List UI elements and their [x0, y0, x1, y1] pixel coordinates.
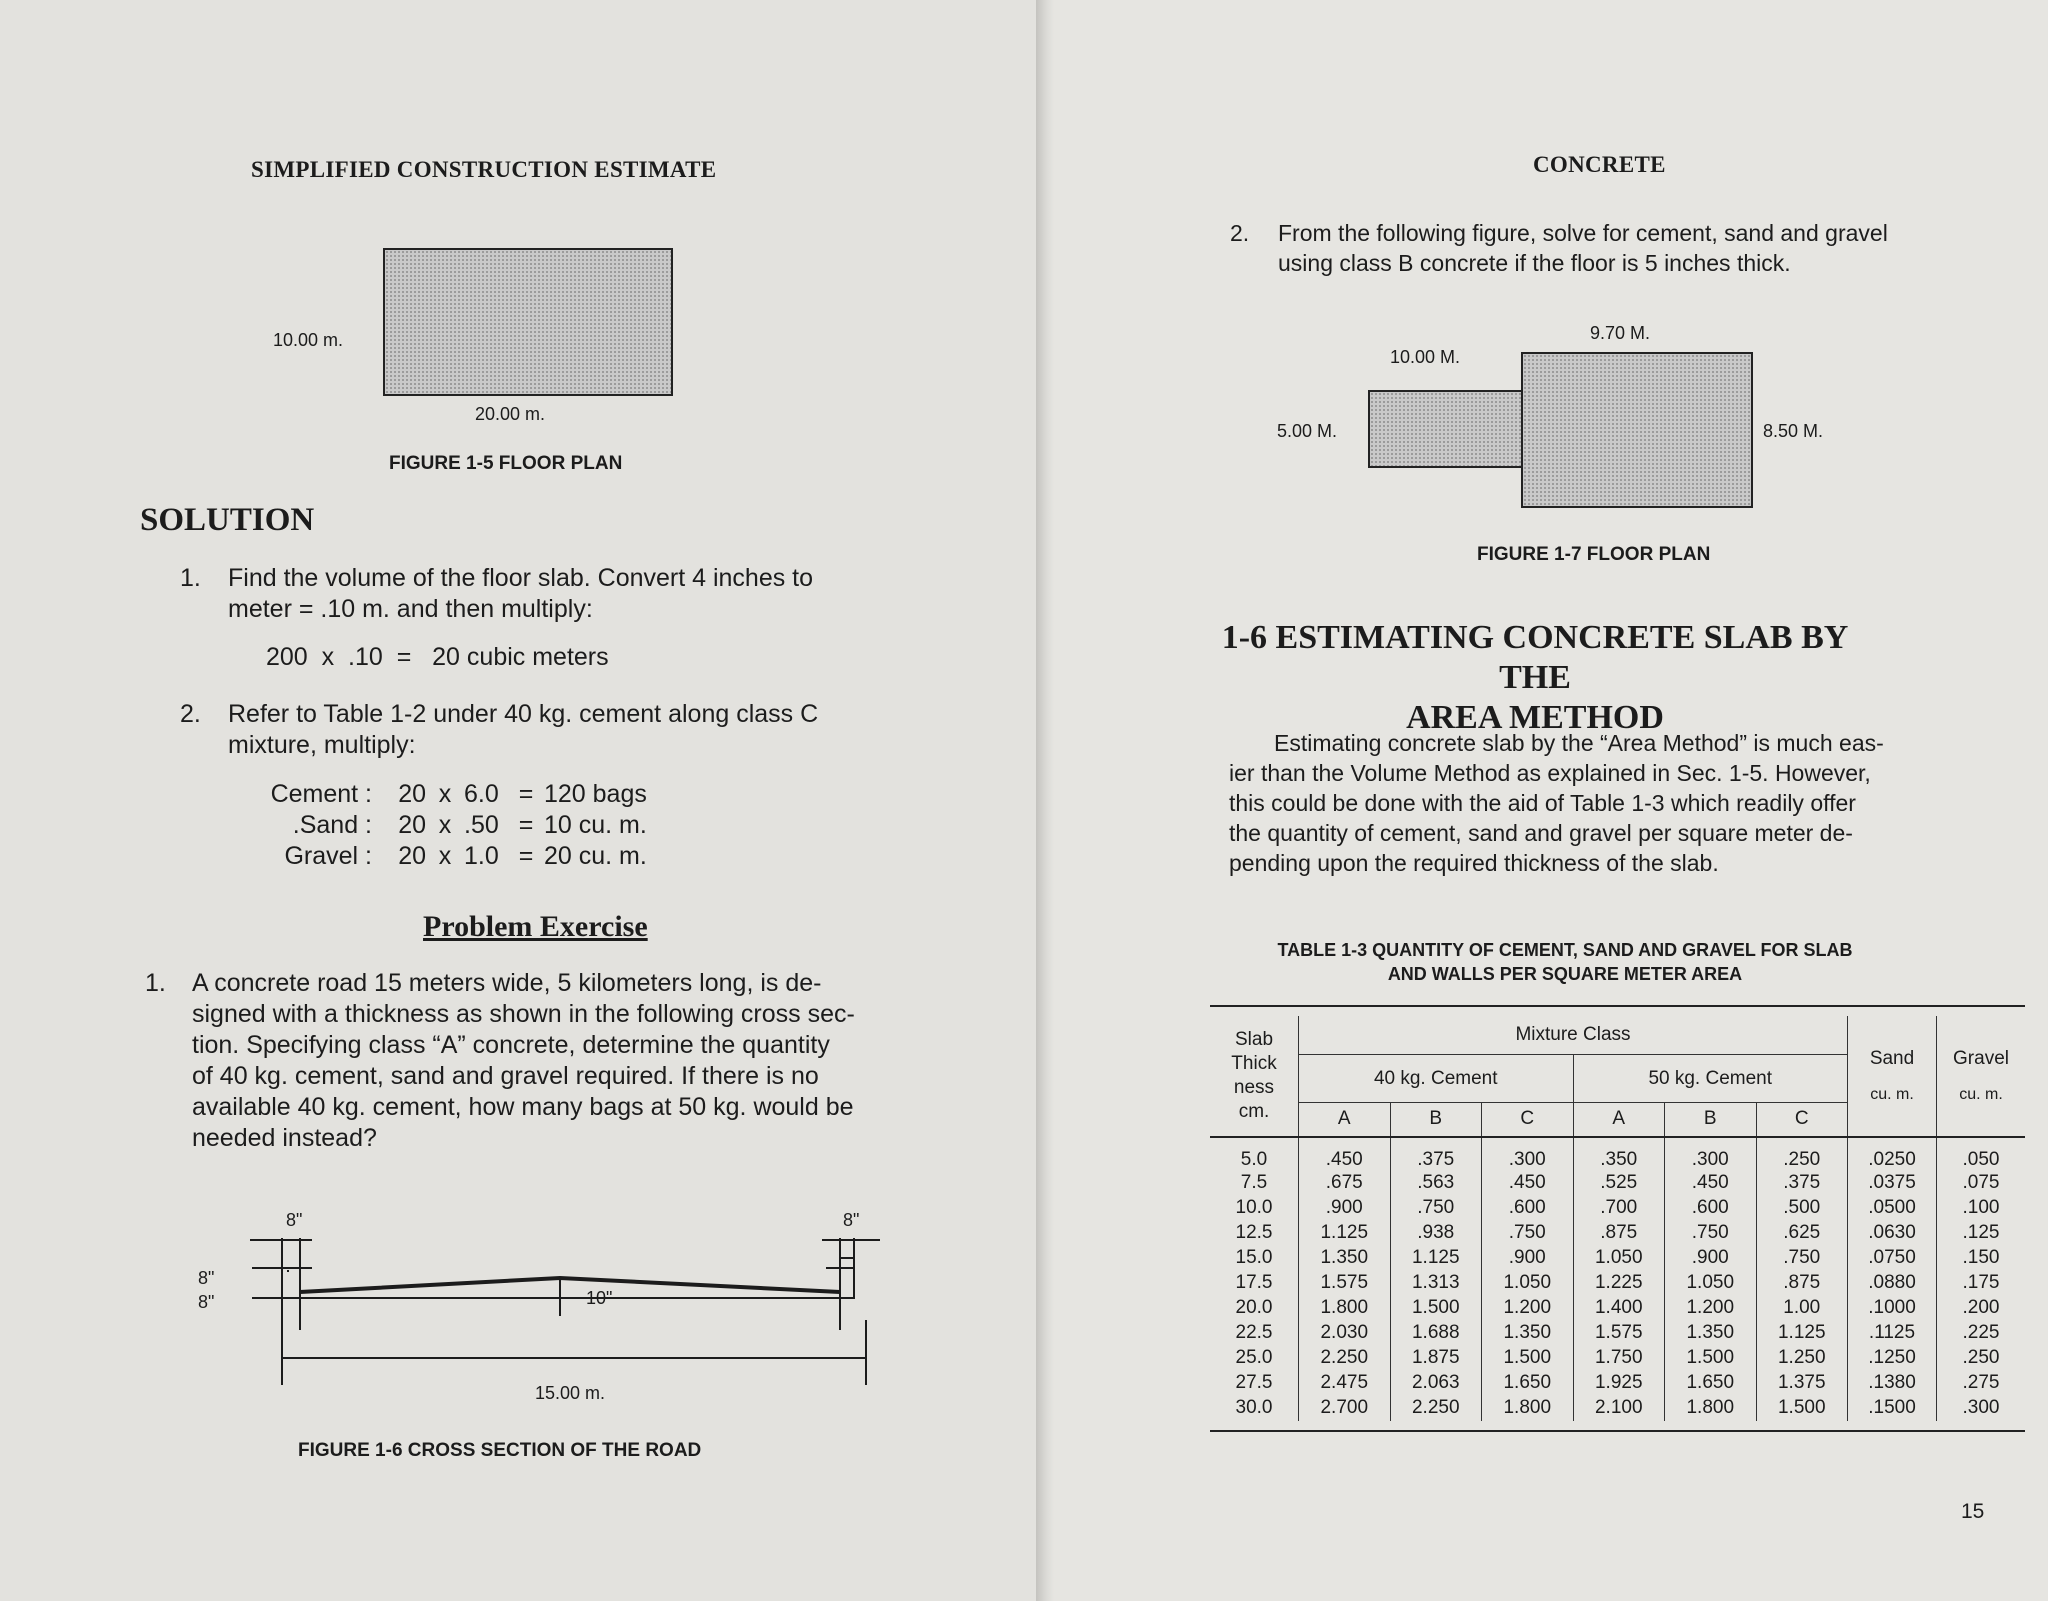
table-cell: 1.800 [1299, 1296, 1391, 1321]
table-cell: 1.925 [1573, 1371, 1665, 1396]
fig16-width-label: 15.00 m. [535, 1383, 606, 1403]
table-cell: .525 [1573, 1171, 1665, 1196]
table-cell: .750 [1756, 1246, 1848, 1271]
quantity-table [1210, 1005, 2025, 1432]
table-cell: 1.400 [1573, 1296, 1665, 1321]
group-50kg: 50 kg. Cement [1573, 1055, 1848, 1103]
table-cell: .500 [1756, 1196, 1848, 1221]
table-cell: 2.475 [1299, 1371, 1391, 1396]
table-cell: 2.063 [1390, 1371, 1482, 1396]
table-cell: 1.500 [1665, 1346, 1757, 1371]
table-cell: .900 [1482, 1246, 1574, 1271]
table-cell: 1.125 [1299, 1221, 1391, 1246]
table-cell: 1.200 [1482, 1296, 1574, 1321]
table-cell: 1.250 [1756, 1346, 1848, 1371]
table-body [1210, 1137, 2025, 1421]
table-cell: .200 [1962, 1297, 2000, 1318]
table-cell: 2.700 [1299, 1396, 1391, 1421]
floor-plan-small-rect [1368, 390, 1525, 468]
solution-item-2-num: 2. [180, 700, 201, 728]
table-row [1210, 1346, 2025, 1371]
table-row [1210, 1171, 2025, 1196]
table-cell: .0375 [1848, 1171, 1937, 1196]
table-cell: 1.800 [1482, 1396, 1574, 1421]
table-row [1210, 1396, 2025, 1421]
table-cell: .075 [1962, 1172, 2000, 1193]
table-cell: 1.575 [1299, 1271, 1391, 1296]
materials-list [240, 779, 647, 872]
table-cell: .375 [1390, 1137, 1482, 1171]
table-cell: .300 [1482, 1137, 1574, 1171]
table-cell: .750 [1390, 1196, 1482, 1221]
table-cell: .1250 [1848, 1346, 1937, 1371]
table-row [1210, 1371, 2025, 1396]
table-row [1210, 1221, 2025, 1246]
fig16-left-top: 8" [286, 1210, 303, 1230]
table-cell: 1.800 [1665, 1396, 1757, 1421]
exercise-2-text: From the following figure, solve for cement, sand and gravel using class B concrete if the floor is 5 inches thick. [1278, 220, 1888, 276]
fig17-right: 8.50 M. [1763, 421, 1824, 441]
solution-heading: SOLUTION [140, 502, 315, 538]
table-cell: 2.250 [1390, 1396, 1482, 1421]
table-row [1210, 1296, 2025, 1321]
table-cell: 1.350 [1665, 1321, 1757, 1346]
table-cell: 1.688 [1390, 1321, 1482, 1346]
table-cell: 25.0 [1210, 1346, 1299, 1371]
table-cell: .225 [1962, 1322, 2000, 1343]
right-page [1045, 0, 2048, 1601]
table-cell: .0750 [1848, 1246, 1937, 1271]
table-cell: .175 [1962, 1272, 2000, 1293]
problem-exercise-heading: Problem Exercise [423, 910, 648, 943]
fig15-width-label: 20.00 m. [475, 404, 546, 424]
table-cell: 1.875 [1390, 1346, 1482, 1371]
table-cell: .275 [1962, 1372, 2000, 1393]
fig16-caption: FIGURE 1-6 CROSS SECTION OF THE ROAD [298, 1440, 702, 1461]
table-cell: .300 [1962, 1397, 2000, 1418]
fig17-left: 5.00 M. [1277, 421, 1338, 441]
class-header: B [1665, 1103, 1757, 1137]
section-heading: 1-6 ESTIMATING CONCRETE SLAB BY THE AREA METHOD [1221, 619, 1849, 736]
table-cell: .875 [1756, 1271, 1848, 1296]
fig15-height-label: 10.00 m. [273, 330, 344, 350]
material-row: Cement : 20 x 6.0 = 120 bags [270, 780, 647, 808]
table-cell: .0250 [1848, 1137, 1937, 1171]
fig16-side-b: 8" [198, 1292, 215, 1312]
material-row: Gravel : 20 x 1.0 = 20 cu. m. [284, 842, 647, 870]
table-cell: .938 [1390, 1221, 1482, 1246]
table-cell: 1.225 [1573, 1271, 1665, 1296]
floor-plan-large-rect [1521, 352, 1753, 508]
table-cell: 1.00 [1756, 1296, 1848, 1321]
table-cell: .300 [1665, 1137, 1757, 1171]
gravel-header: Gravel cu. m. [1953, 1047, 2009, 1103]
table-cell: .0500 [1848, 1196, 1937, 1221]
table-cell: 30.0 [1210, 1396, 1299, 1421]
table-cell: 1.050 [1482, 1271, 1574, 1296]
table-cell: 1.050 [1573, 1246, 1665, 1271]
table-row [1210, 1246, 2025, 1271]
table-cell: 1.500 [1390, 1296, 1482, 1321]
class-header: A [1573, 1103, 1665, 1137]
fig16-right-top: 8" [843, 1210, 860, 1230]
fig17-caption: FIGURE 1-7 FLOOR PLAN [1477, 544, 1711, 565]
table-cell: 1.650 [1482, 1371, 1574, 1396]
table-row [1210, 1321, 2025, 1346]
table-cell: .450 [1299, 1137, 1391, 1171]
fig17-top-right: 9.70 M. [1590, 323, 1651, 343]
table-cell: 1.750 [1573, 1346, 1665, 1371]
table-cell: .450 [1482, 1171, 1574, 1196]
page-number: 15 [1961, 1500, 1985, 1523]
class-header: C [1756, 1103, 1848, 1137]
table-cell: .675 [1299, 1171, 1391, 1196]
table-cell: 1.350 [1482, 1321, 1574, 1346]
table-cell: 17.5 [1210, 1271, 1299, 1296]
exercise-2-num: 2. [1230, 220, 1250, 246]
table-row [1210, 1196, 2025, 1221]
table-cell: .900 [1299, 1196, 1391, 1221]
volume-calc: 200 x .10 = 20 cubic meters [266, 643, 609, 671]
class-header: C [1482, 1103, 1574, 1137]
table-row [1210, 1271, 2025, 1296]
table-cell: .125 [1962, 1222, 2000, 1243]
sand-header: Sand cu. m. [1848, 1016, 1937, 1137]
table-cell: 2.250 [1299, 1346, 1391, 1371]
table-cell: 10.0 [1210, 1196, 1299, 1221]
table-cell: 12.5 [1210, 1221, 1299, 1246]
table-cell: .350 [1573, 1137, 1665, 1171]
table-cell: .1000 [1848, 1296, 1937, 1321]
table-cell: .250 [1962, 1347, 2000, 1368]
table-cell: 1.125 [1390, 1246, 1482, 1271]
table-cell: 2.030 [1299, 1321, 1391, 1346]
section-paragraph: Estimating concrete slab by the “Area Method” is much eas- ier than the Volume Method as explained in Sec. 1-5. However, this could be done with the aid of Table 1-3 which readily offer the quantity of cement, sand and gravel per square meter de- pending upon the required thickness of the slab. [1229, 730, 1884, 876]
table-cell: .250 [1756, 1137, 1848, 1171]
table-cell: .700 [1573, 1196, 1665, 1221]
fig16-center-label: 10" [586, 1288, 613, 1308]
table-cell: .100 [1962, 1197, 2000, 1218]
table-cell: 1.500 [1756, 1396, 1848, 1421]
table-cell: 7.5 [1210, 1171, 1299, 1196]
table-cell: 20.0 [1210, 1296, 1299, 1321]
material-row: .Sand : 20 x .50 = 10 cu. m. [292, 811, 647, 839]
fig15-caption: FIGURE 1-5 FLOOR PLAN [389, 453, 623, 474]
table-cell: .050 [1962, 1148, 2000, 1170]
fig16-side-a: 8" [198, 1268, 215, 1288]
table-cell: .875 [1573, 1221, 1665, 1246]
table-cell: .900 [1665, 1246, 1757, 1271]
table-cell: .750 [1482, 1221, 1574, 1246]
table-title: TABLE 1-3 QUANTITY OF CEMENT, SAND AND GRAVEL FOR SLAB AND WALLS PER SQUARE METER AREA [1277, 940, 1853, 984]
table-cell: 1.650 [1665, 1371, 1757, 1396]
table-cell: .150 [1962, 1247, 2000, 1268]
table-cell: .0880 [1848, 1271, 1937, 1296]
table-cell: 1.500 [1482, 1346, 1574, 1371]
table-cell: .1125 [1848, 1321, 1937, 1346]
table-cell: 1.350 [1299, 1246, 1391, 1271]
table-cell: 1.050 [1665, 1271, 1757, 1296]
table-cell: 1.375 [1756, 1371, 1848, 1396]
table-cell: .1500 [1848, 1396, 1937, 1421]
table-cell: 22.5 [1210, 1321, 1299, 1346]
table-cell: 1.125 [1756, 1321, 1848, 1346]
running-header-left: SIMPLIFIED CONSTRUCTION ESTIMATE [251, 157, 717, 182]
book-gutter [1036, 0, 1054, 1601]
table-cell: .625 [1756, 1221, 1848, 1246]
thickness-header: Slab Thick ness cm. [1210, 1016, 1299, 1137]
problem-text: A concrete road 15 meters wide, 5 kilometers long, is de- signed with a thickness as shown in the following cross sec- tion. Specifying class “A” concrete, determine the quantity of 40 kg. cement, sand and gravel required. If there is no available 40 kg. cement, how many bags at 50 kg. would be needed instead? [192, 969, 855, 1152]
solution-item-1-num: 1. [180, 564, 201, 592]
table-cell: 1.575 [1573, 1321, 1665, 1346]
table-cell: .450 [1665, 1171, 1757, 1196]
table-row [1210, 1137, 2025, 1171]
fig17-top-left: 10.00 M. [1390, 347, 1461, 367]
table-cell: .563 [1390, 1171, 1482, 1196]
table-cell: .600 [1482, 1196, 1574, 1221]
table-cell: 5.0 [1210, 1137, 1299, 1171]
class-header: B [1390, 1103, 1482, 1137]
floor-plan-rect [383, 248, 673, 396]
table-cell: 1.313 [1390, 1271, 1482, 1296]
group-40kg: 40 kg. Cement [1299, 1055, 1574, 1103]
table-cell: 1.200 [1665, 1296, 1757, 1321]
table-cell: .375 [1756, 1171, 1848, 1196]
table-cell: .0630 [1848, 1221, 1937, 1246]
problem-num: 1. [145, 969, 166, 997]
table-cell: .1380 [1848, 1371, 1937, 1396]
table-cell: .750 [1665, 1221, 1757, 1246]
class-header: A [1299, 1103, 1391, 1137]
table-cell: 15.0 [1210, 1246, 1299, 1271]
solution-item-2-text: Refer to Table 1-2 under 40 kg. cement along class C mixture, multiply: [228, 700, 819, 759]
running-header-right: CONCRETE [1533, 152, 1666, 177]
table-cell: 27.5 [1210, 1371, 1299, 1396]
table-cell: 2.100 [1573, 1396, 1665, 1421]
solution-item-1-text: Find the volume of the floor slab. Convert 4 inches to meter = .10 m. and then multiply: [228, 564, 814, 623]
table-cell: .600 [1665, 1196, 1757, 1221]
mixture-class-header: Mixture Class [1299, 1016, 1848, 1055]
